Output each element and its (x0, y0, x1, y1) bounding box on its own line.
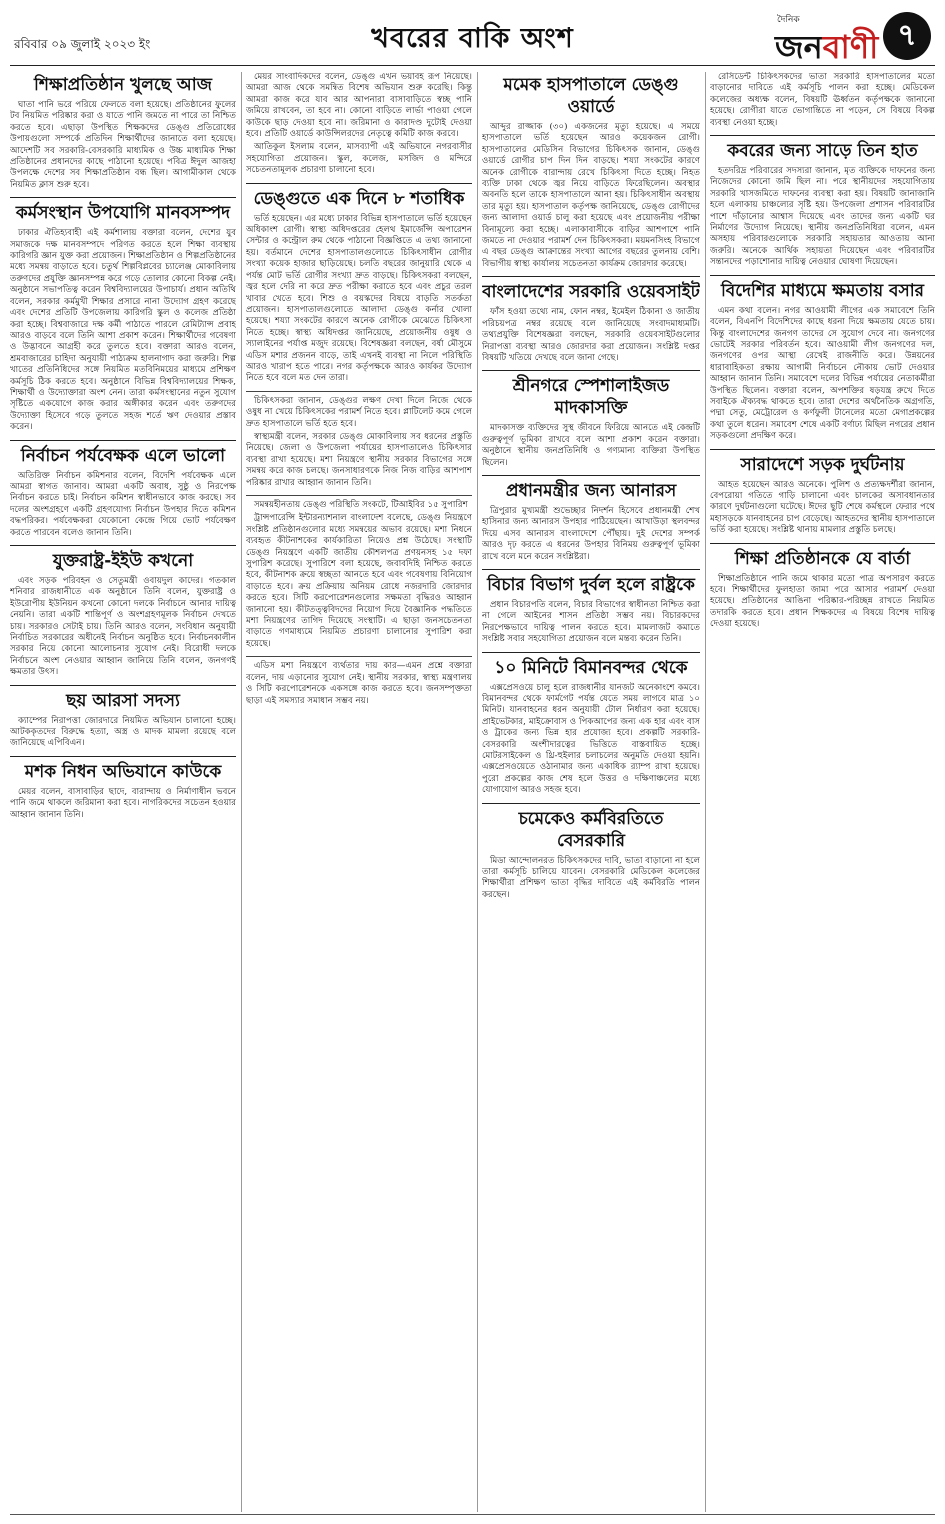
article-headline[interactable]: চমেকেও কর্মবিরতিতে বেসরকারি (482, 803, 700, 852)
article-headline[interactable]: কর্মসংস্থান উপযোগি মানবসম্পদ (10, 197, 236, 224)
article (246, 656, 472, 707)
article-paragraph: আতিকুল ইসলাম বলেন, মাসব্যাপী এই অভিযানে নগরবাসীর সহযোগিতা প্রয়োজন। স্কুল, কলেজ, মসজিদ ও মন্দিরে সচেতনতামূলক প্রচারণা চালানো হবে। (246, 142, 472, 176)
article (710, 543, 935, 631)
footer-rule (10, 1514, 935, 1515)
article-headline[interactable]: বিদেশির মাধ্যমে ক্ষমতায় বসার (710, 275, 935, 302)
article-paragraph: শিক্ষাপ্রতিষ্ঠানে পানি জমে থাকার মতো পাত্র অপসারণ করতে হবে। শিক্ষার্থীদের ফুলহাতা জামা পরে আসার পরামর্শ দেওয়া হয়েছে। প্রতিষ্ঠানের আঙিনা পরিষ্কার-পরিচ্ছন্ন রাখতে নিয়মিত তদারকি করতে হবে। প্রধান শিক্ষকদের এ বিষয়ে বিশেষ দায়িত্ব দেওয়া হয়েছে। (710, 573, 935, 630)
article (246, 495, 472, 650)
article-paragraph: ফাঁস হওয়া তথ্যে নাম, ফোন নম্বর, ইমেইল ঠিকানা ও জাতীয় পরিচয়পত্র নম্বর রয়েছে বলে জানিয়েছে সংবাদমাধ্যমটি। তথ্যপ্রযুক্তি বিশেষজ্ঞরা বলছেন, সরকারি ওয়েবসাইটগুলোর নিরাপত্তা ব্যবস্থা আরও জোরদার করা প্রয়োজন। সংশ্লিষ্ট দপ্তর বিষয়টি খতিয়ে দেখছে বলে জানা গেছে। (482, 307, 700, 363)
article-paragraph: অতিরিক্ত নির্বাচন কমিশনার বলেন, বিদেশি পর্যবেক্ষক এলে আমরা স্বাগত জানাব। আমরা একটি অবাধ, সুষ্ঠু ও নিরপেক্ষ নির্বাচন করতে চাই। নির্বাচন কমিশন স্বাধীনভাবে কাজ করছে। সব দলের অংশগ্রহণে একটি গ্রহণযোগ্য নির্বাচন উপহার দিতে কমিশন বদ্ধপরিকর। পর্যবেক্ষকরা যেকোনো কেন্দ্রে গিয়ে ভোট পর্যবেক্ষণ করতে পারবেন বলেও জানান তিনি। (10, 470, 236, 538)
article-paragraph: মেয়র বলেন, বাসাবাড়ির ছাদে, বারান্দায় ও নির্মাণাধীন ভবনে পানি জমে থাকলে জরিমানা করা হবে। নাগরিকদের সচেতন হওয়ার আহ্বান জানান তিনি। (10, 786, 236, 820)
article-headline[interactable]: কবরের জন্য সাড়ে তিন হাত (710, 135, 935, 162)
column-4 (710, 72, 935, 1512)
article-headline[interactable]: মমেক হাসপাতালে ডেঙ্গু ওয়ার্ডে (503, 75, 679, 117)
newspaper-logo (775, 12, 879, 66)
article-paragraph: আহত হয়েছেন আরও অনেকে। পুলিশ ও প্রত্যক্ষদর্শীরা জানান, বেপরোয়া গতিতে গাড়ি চালানো এবং চালকের অসাবধানতার কারণে দুর্ঘটনাগুলো ঘটেছে। ঈদের ছুটি শেষে কর্মস্থলে ফেরার পথে মহাসড়কে যানবাহনের চাপ বেড়েছে। আহতদের স্থানীয় হাসপাতালে ভর্তি করা হয়েছে। সংশ্লিষ্ট থানায় মামলার প্রস্তুতি চলছে। (710, 479, 935, 536)
article-paragraph: প্রধান বিচারপতি বলেন, বিচার বিভাগের স্বাধীনতা নিশ্চিত করা না গেলে আইনের শাসন প্রতিষ্ঠা সম্ভব নয়। বিচারকদের নিরপেক্ষভাবে দায়িত্ব পালন করতে হবে। মামলাজট কমাতে সংশ্লিষ্ট সবার সহযোগিতা প্রয়োজন বলে মন্তব্য করেন তিনি। (482, 599, 700, 645)
page-number: ৭ (883, 12, 931, 60)
article-paragraph: চিকিৎসকরা জানান, ডেঙ্গুর লক্ষণ দেখা দিলে নিজে থেকে ওষুধ না খেয়ে চিকিৎসকের পরামর্শ নিতে হবে। প্লাটিলেট কমে গেলে দ্রুত হাসপাতালে ভর্তি হতে হবে। (246, 395, 472, 429)
article (710, 275, 935, 443)
article-headline[interactable]: ডেঙ্গুতে এক দিনে ৮ শতাধিক (246, 183, 472, 210)
article (246, 72, 472, 177)
article-paragraph: এবং সড়ক পরিবহন ও সেতুমন্ত্রী ওবায়দুল কাদের। গতকাল শনিবার রাজধানীতে এক অনুষ্ঠানে তিনি বলেন, যুক্তরাষ্ট্র ও ইউরোপীয় ইউনিয়ন কখনো কোনো দলকে নির্বাচনে আনার দায়িত্ব নেয়নি। তারা একটি শান্তিপূর্ণ ও অংশগ্রহণমূলক নির্বাচন দেখতে চায়। সরকারও সেটাই চায়। তিনি আরও বলেন, সংবিধান অনুযায়ী নির্বাচিত সরকারের অধীনেই নির্বাচন অনুষ্ঠিত হবে। নির্বাচনকালীন সরকার নিয়ে কোনো আলোচনার সুযোগ নেই। বিরোধী দলকে নির্বাচনে অংশ নেওয়ার আহ্বান জানিয়ে তিনি বলেন, জনগণই ক্ষমতার উৎস। (10, 576, 236, 678)
article-paragraph: আব্দুর রাজ্জাক (৩০) একজনের মৃত্যু হয়েছে। এ সময়ে হাসপাতালে ভর্তি হয়েছেন আরও কয়েকজন রোগী। হাসপাতালের মেডিসিন বিভাগের চিকিৎসক জানান, ডেঙ্গু ওয়ার্ডে রোগীর চাপ দিন দিন বাড়ছে। শয্যা সংকটের কারণে অনেক রোগীকে বারান্দায় রেখে চিকিৎসা দিতে হচ্ছে। নিহত ব্যক্তি ঢাকা থেকে জ্বর নিয়ে বাড়িতে ফিরেছিলেন। অবস্থার অবনতি হলে তাকে হাসপাতালে আনা হয়। চিকিৎসাধীন অবস্থায় তার মৃত্যু হয়। হাসপাতাল কর্তৃপক্ষ জানিয়েছে, ডেঙ্গু রোগীদের জন্য আলাদা ওয়ার্ড চালু করা হয়েছে এবং প্রয়োজনীয় পরীক্ষা বিনামূল্যে করা হচ্ছে। এলাকাবাসীকে বাড়ির আশপাশে পানি জমতে না দেওয়ার পরামর্শ দেন চিকিৎসকরা। ময়মনসিংহ বিভাগে এ বছর ডেঙ্গু আক্রান্তের সংখ্যা আগের বছরের তুলনায় বেশি। বিভাগীয় স্বাস্থ্য কার্যালয় সচেতনতা কার্যক্রম জোরদার করেছে। (482, 122, 700, 269)
logo-part-1: জন (775, 28, 823, 66)
article-divider (246, 656, 472, 657)
article (482, 74, 700, 270)
newspaper-page (10, 6, 935, 1518)
article-headline[interactable]: শিক্ষা প্রতিষ্ঠানকে যে বার্তা (710, 543, 935, 570)
article-headline[interactable]: শিক্ষাপ্রতিষ্ঠান খুলছে আজ (34, 75, 212, 95)
article (482, 370, 700, 469)
article-headline[interactable]: বাংলাদেশের সরকারি ওয়েবসাইট (482, 276, 700, 303)
article-paragraph: হতদরিদ্র পরিবারের সদস্যরা জানান, মৃত ব্যক্তিকে দাফনের জন্য নিজেদের কোনো জমি ছিল না। পরে স্থানীয়দের সহযোগিতায় সরকারি খাসজমিতে দাফনের ব্যবস্থা করা হয়। বিষয়টি জানাজানি হলে এলাকায় চাঞ্চল্যের সৃষ্টি হয়। উপজেলা প্রশাসন পরিবারটির পাশে দাঁড়ানোর আশ্বাস দিয়েছে এবং তাদের জন্য একটি ঘর নির্মাণের উদ্যোগ নিয়েছে। স্থানীয় জনপ্রতিনিধিরা বলেন, এমন অসহায় পরিবারগুলোকে সরকারি সহায়তার আওতায় আনা জরুরি। অনেকে আর্থিক সহায়তা দিয়েছেন এবং পরিবারটির সন্তানদের পড়াশোনার দায়িত্ব নেওয়ার ঘোষণা দিয়েছেন। (710, 166, 935, 268)
article (10, 685, 236, 750)
article (482, 803, 700, 902)
article-divider (246, 495, 472, 496)
article-paragraph: এমন কথা বলেন। নগর আওয়ামী লীগের এক সমাবেশে তিনি বলেন, বিএনপি বিদেশিদের কাছে ধরনা দিয়ে ক্ষমতায় যেতে চায়। কিন্তু বাংলাদেশের জনগণ তাদের সে সুযোগ দেবে না। জনগণের ভোটেই সরকার পরিবর্তন হবে। আওয়ামী লীগ জনগণের দল, জনগণের ওপর আস্থা রেখেই রাজনীতি করে। উন্নয়নের ধারাবাহিকতা রক্ষায় আগামী নির্বাচনে নৌকায় ভোট দেওয়ার আহ্বান জানান তিনি। সমাবেশে দলের বিভিন্ন পর্যায়ের নেতাকর্মীরা উপস্থিত ছিলেন। বক্তারা বলেন, অপশক্তির ষড়যন্ত্র রুখে দিতে সবাইকে ঐক্যবদ্ধ থাকতে হবে। তারা দেশের অর্থনৈতিক অগ্রগতি, পদ্মা সেতু, মেট্রোরেল ও কর্ণফুলী টানেলের মতো মেগাপ্রকল্পের কথা তুলে ধরেন। সমাবেশ শেষে একটি বর্ণাঢ্য মিছিল নগরের প্রধান সড়কগুলো প্রদক্ষিণ করে। (710, 305, 935, 442)
article-paragraph: মাদকাসক্ত ব্যক্তিদের সুস্থ জীবনে ফিরিয়ে আনতে এই কেন্দ্রটি গুরুত্বপূর্ণ ভূমিকা রাখবে বলে আশা প্রকাশ করেন বক্তারা। অনুষ্ঠানে স্থানীয় জনপ্রতিনিধি ও গণ্যমান্য ব্যক্তিরা উপস্থিত ছিলেন। (482, 423, 700, 468)
article (10, 545, 236, 679)
article (482, 652, 700, 797)
column-2 (246, 72, 472, 1512)
article-paragraph: ক্যাম্পের নিরাপত্তা জোরদারে নিয়মিত অভিযান চালানো হচ্ছে। আটককৃতদের বিরুদ্ধে হত্যা, অস্ত্র ও মাদক মামলা রয়েছে বলে জানিয়েছে এপিবিএন। (10, 715, 236, 749)
article-paragraph: ত্রিপুরার মুখ্যমন্ত্রী শুভেচ্ছার নিদর্শন হিসেবে প্রধানমন্ত্রী শেখ হাসিনার জন্য আনারস উপহার পাঠিয়েছেন। আখাউড়া স্থলবন্দর দিয়ে এসব আনারস বাংলাদেশে পৌঁছায়। দুই দেশের সম্পর্ক আরও দৃঢ় করতে এ ধরনের উপহার বিনিময় গুরুত্বপূর্ণ ভূমিকা রাখে বলে মনে করেন সংশ্লিষ্টরা। (482, 505, 700, 562)
article (710, 72, 935, 129)
article-headline[interactable]: ছয় আরসা সদস্য (10, 685, 236, 712)
logo-tagline: দৈনিক (777, 15, 800, 25)
article (246, 391, 472, 489)
article (10, 756, 236, 821)
issue-date: রবিবার ০৯ জুলাই ২০২৩ ইং (14, 37, 151, 51)
column-divider (241, 72, 242, 1512)
article-paragraph: সমন্বয়হীনতায় ডেঙ্গু পরিস্থিতি সংকটে, টিআইবির ১৫ সুপারিশ (254, 500, 468, 510)
article-headline[interactable]: প্রধানমন্ত্রীর জন্য আনারস (482, 475, 700, 502)
column-divider (705, 72, 706, 1512)
article-paragraph: এক্সপ্রেসওয়ে চালু হলে রাজধানীর যানজট অনেকাংশে কমবে। বিমানবন্দর থেকে ফার্মগেট পর্যন্ত যেতে সময় লাগবে মাত্র ১০ মিনিট। যানবাহনের ধরন অনুযায়ী টোল নির্ধারণ করা হয়েছে। প্রাইভেটকার, মাইক্রোবাস ও পিকআপের জন্য এক হার এবং বাস ও ট্রাকের জন্য ভিন্ন হার প্রযোজ্য হবে। প্রকল্পটি সরকারি-বেসরকারি অংশীদারত্বের ভিত্তিতে বাস্তবায়িত হচ্ছে। মোটরসাইকেল ও থ্রি-হুইলার চলাচলের অনুমতি দেওয়া হয়নি। এক্সপ্রেসওয়েতে ওঠানামার জন্য একাধিক র‍্যাম্প রাখা হয়েছে। পুরো প্রকল্পের কাজ শেষ হলে উত্তর ও দক্ষিণাঞ্চলের মধ্যে যোগাযোগ আরও সহজ হবে। (482, 682, 700, 796)
article-paragraph: মেয়র সাংবাদিকদের বলেন, ডেঙ্গু এখন ভয়াবহ রূপ নিয়েছে। আমরা আজ থেকে সমন্বিত বিশেষ অভিযান শুরু করেছি। কিন্তু আমরা কাজ করে যাব আর আপনারা বাসাবাড়িতে স্বচ্ছ পানি জমিয়ে রাখবেন, তা হবে না। কোনো বাড়িতে লার্ভা পাওয়া গেলে কাউকে ছাড় দেওয়া হবে না। জরিমানা ও কারাদণ্ড দুটোই দেওয়া হবে। প্রতিটি ওয়ার্ডে কাউন্সিলরদের নেতৃত্বে কমিটি কাজ করবে। (246, 72, 472, 140)
article-paragraph: মিডা আন্দোলনরত চিকিৎসকদের দাবি, ভাতা বাড়ানো না হলে তারা কর্মসূচি চালিয়ে যাবেন। বেসরকারি মেডিকেল কলেজের শিক্ষার্থীরা প্রশিক্ষণ ভাতা বৃদ্ধির দাবিতে এই কর্মবিরতি পালন করছেন। (482, 855, 700, 900)
article-headline[interactable]: ১০ মিনিটে বিমানবন্দর থেকে (482, 652, 700, 679)
logo-wordmark (775, 22, 878, 76)
article (482, 569, 700, 646)
article-paragraph: রেসিডেন্ট চিকিৎসকদের ভাতা সরকারি হাসপাতালের মতো বাড়ানোর দাবিতে এই কর্মসূচি পালন করা হচ্ছে। মেডিকেল কলেজের অধ্যক্ষ বলেন, বিষয়টি ঊর্ধ্বতন কর্তৃপক্ষকে জানানো হয়েছে। রোগীরা যাতে ভোগান্তিতে না পড়েন, সে বিষয়ে বিকল্প ব্যবস্থা নেওয়া হচ্ছে। (710, 72, 935, 128)
article (710, 449, 935, 537)
column-1 (10, 72, 236, 1512)
article-headline[interactable]: মশক নিধন অভিযানে কাউকে (10, 756, 236, 783)
article-paragraph: ভর্তি হয়েছেন। এর মধ্যে ঢাকার বিভিন্ন হাসপাতালে ভর্তি হয়েছেন অধিকাংশ রোগী। স্বাস্থ্য অধিদপ্তরের হেলথ ইমার্জেন্সি অপারেশন সেন্টার ও কন্ট্রোল রুম থেকে পাঠানো বিজ্ঞপ্তিতে এ তথ্য জানানো হয়। বর্তমানে দেশের হাসপাতালগুলোতে চিকিৎসাধীন রোগীর সংখ্যা কয়েক হাজার ছাড়িয়েছে। চলতি বছরের জানুয়ারি থেকে এ পর্যন্ত মোট ভর্তি রোগীর সংখ্যা দ্রুত বাড়ছে। চিকিৎসকরা বলছেন, জ্বর হলে দেরি না করে দ্রুত পরীক্ষা করাতে হবে এবং প্রচুর তরল খাবার খেতে হবে। শিশু ও বয়স্কদের বিষয়ে বাড়তি সতর্কতা প্রয়োজন। হাসপাতালগুলোতে আলাদা ডেঙ্গু কর্নার খোলা হয়েছে। শয্যা সংকটের কারণে অনেক রোগীকে মেঝেতে চিকিৎসা নিতে হচ্ছে। স্বাস্থ্য অধিদপ্তর জানিয়েছে, প্রয়োজনীয় ওষুধ ও স্যালাইনের পর্যাপ্ত মজুদ রয়েছে। বিশেষজ্ঞরা বলছেন, বর্ষা মৌসুমে এডিস মশার প্রজনন বাড়ে, তাই এখনই ব্যবস্থা না নিলে পরিস্থিতি আরও খারাপ হতে পারে। নগর কর্তৃপক্ষকে আরও কার্যকর উদ্যোগ নিতে হবে বলে মত দেন তারা। (246, 213, 472, 384)
article-paragraph: ঢাকার ঐতিহ্যবাহী এই কর্মশালায় বক্তারা বলেন, দেশের যুব সমাজকে দক্ষ মানবসম্পদে পরিণত করতে হলে শিক্ষা ব্যবস্থায় কারিগরি জ্ঞান যুক্ত করা প্রয়োজন। শিক্ষাপ্রতিষ্ঠান ও শিল্পপ্রতিষ্ঠানের মধ্যে সমন্বয় বাড়াতে হবে। চতুর্থ শিল্পবিপ্লবের চ্যালেঞ্জ মোকাবিলায় তরুণদের প্রযুক্তি জ্ঞানসম্পন্ন করে গড়ে তোলার কোনো বিকল্প নেই। অনুষ্ঠানে সভাপতিত্ব করেন বিশ্ববিদ্যালয়ের উপাচার্য। প্রধান অতিথি বলেন, সরকার কর্মমুখী শিক্ষার প্রসারে নানা উদ্যোগ গ্রহণ করেছে এবং দেশের প্রতিটি উপজেলায় কারিগরি স্কুল ও কলেজ প্রতিষ্ঠা করা হচ্ছে। বিশ্ববাজারে দক্ষ কর্মী পাঠাতে পারলে রেমিট্যান্স প্রবাহ আরও বাড়বে বলে তিনি আশা প্রকাশ করেন। শিক্ষার্থীদের গবেষণা ও উদ্ভাবনে আগ্রহী করে তুলতে হবে। বক্তারা আরও বলেন, শ্রমবাজারের চাহিদা অনুযায়ী পাঠ্যক্রম হালনাগাদ করা জরুরি। শিল্প খাতের প্রতিনিধিদের সঙ্গে নিয়মিত মতবিনিময়ের মাধ্যমে প্রশিক্ষণ কর্মসূচি ঠিক করতে হবে। অনুষ্ঠানে বিভিন্ন বিশ্ববিদ্যালয়ের শিক্ষক, শিক্ষার্থী ও উদ্যোক্তারা অংশ নেন। তারা কর্মসংস্থানের নতুন সুযোগ সৃষ্টিতে একযোগে কাজ করার অঙ্গীকার করেন এবং তরুণদের উদ্যোক্তা হিসেবে গড়ে তুলতে সহজ শর্তে ঋণ দেওয়ার প্রস্তাব করেন। (10, 228, 236, 433)
article-divider (246, 391, 472, 392)
section-title: খবরের বাকি অংশ (371, 23, 574, 54)
article-paragraph: ঘাতা পানি ভরে পরিয়ে ফেলতে বলা হয়েছে। প্রতিষ্ঠানের ফুলের টব নিয়মিত পরিষ্কার করা ও যাতে পানি জমতে না পারে তা নিশ্চিত করতে হবে। এছাড়া উপস্থিত শিক্ষকদের ডেঙ্গু প্রতিরোধের উপায়গুলো সম্পর্কে প্রতিদিন শিক্ষার্থীদের জানাতে বলা হয়েছে। আদেশটি সব সরকারি-বেসরকারি মাধ্যমিক ও উচ্চ মাধ্যমিক শিক্ষা প্রতিষ্ঠানের প্রধানদের কাছে পাঠানো হয়েছে। পবিত্র ঈদুল আজহা উপলক্ষে দেশের সব শিক্ষাপ্রতিষ্ঠান বন্ধ ছিল। আগামীকাল থেকে নিয়মিত ক্লাস শুরু হবে। (10, 100, 236, 190)
article-headline[interactable]: নির্বাচন পর্যবেক্ষক এলে ভালো (10, 440, 236, 467)
article-paragraph: ট্রান্সপারেন্সি ইন্টারন্যাশনাল বাংলাদেশ বলেছে, ডেঙ্গু নিয়ন্ত্রণে সংশ্লিষ্ট প্রতিষ্ঠানগুলোর মধ্যে সমন্বয়ের অভাব রয়েছে। মশা নিধনে ব্যবহৃত কীটনাশকের কার্যকারিতা নিয়েও প্রশ্ন উঠেছে। সংস্থাটি ডেঙ্গু নিয়ন্ত্রণে একটি জাতীয় কৌশলপত্র প্রণয়নসহ ১৫ দফা সুপারিশ করেছে। সুপারিশে বলা হয়েছে, জবাবদিহি নিশ্চিত করতে হবে, কীটনাশক ক্রয়ে স্বচ্ছতা আনতে হবে এবং গবেষণায় বিনিয়োগ বাড়াতে হবে। ক্রয় প্রক্রিয়ায় অনিয়ম রোধে নজরদারি জোরদার করতে হবে। সিটি করপোরেশনগুলোর সক্ষমতা বৃদ্ধিরও আহ্বান জানানো হয়। কীটতত্ত্ববিদদের নিয়োগ দিয়ে বৈজ্ঞানিক পদ্ধতিতে মশা নিয়ন্ত্রণের তাগিদ দিয়েছে সংস্থাটি। এ ছাড়া জনসচেতনতা বাড়াতে গণমাধ্যমে নিয়মিত প্রচারণা চালানোর সুপারিশ করা হয়েছে। (246, 513, 472, 649)
article (246, 183, 472, 385)
article (482, 276, 700, 364)
masthead (10, 6, 935, 66)
logo-part-2: বাণী (822, 28, 879, 66)
article-paragraph: স্বাস্থ্যমন্ত্রী বলেন, সরকার ডেঙ্গু মোকাবিলায় সব ধরনের প্রস্তুতি নিয়েছে। জেলা ও উপজেলা পর্যায়ের হাসপাতালেও চিকিৎসার ব্যবস্থা রাখা হয়েছে। মশা নিয়ন্ত্রণে স্থানীয় সরকার বিভাগের সঙ্গে সমন্বয় করে কাজ চলছে। জনসাধারণকে নিজ নিজ বাড়ির আশপাশ পরিষ্কার রাখার আহ্বান জানান তিনি। (246, 431, 472, 488)
article (10, 197, 236, 433)
article (710, 135, 935, 269)
article (10, 74, 236, 191)
article-paragraph: এডিস মশা নিয়ন্ত্রণে ব্যর্থতার দায় কার—এমন প্রশ্নে বক্তারা বলেন, দায় এড়ানোর সুযোগ নেই। স্থানীয় সরকার, স্বাস্থ্য মন্ত্রণালয় ও সিটি করপোরেশনকে একসঙ্গে কাজ করতে হবে। জনসম্পৃক্ততা ছাড়া এই সমস্যার সমাধান সম্ভব নয়। (246, 661, 472, 706)
column-3 (482, 72, 700, 1512)
article-headline[interactable]: সারাদেশে সড়ক দুর্ঘটনায় (710, 449, 935, 476)
article (10, 440, 236, 539)
column-divider (477, 72, 478, 1512)
article (482, 475, 700, 563)
article-headline[interactable]: বিচার বিভাগ দুর্বল হলে রাষ্ট্রকে (482, 569, 700, 596)
article-headline[interactable]: শ্রীনগরে স্পেশালাইজড মাদকাসক্তি (482, 370, 700, 419)
article-headline[interactable]: যুক্তরাষ্ট্র-ইইউ কখনো (10, 545, 236, 572)
